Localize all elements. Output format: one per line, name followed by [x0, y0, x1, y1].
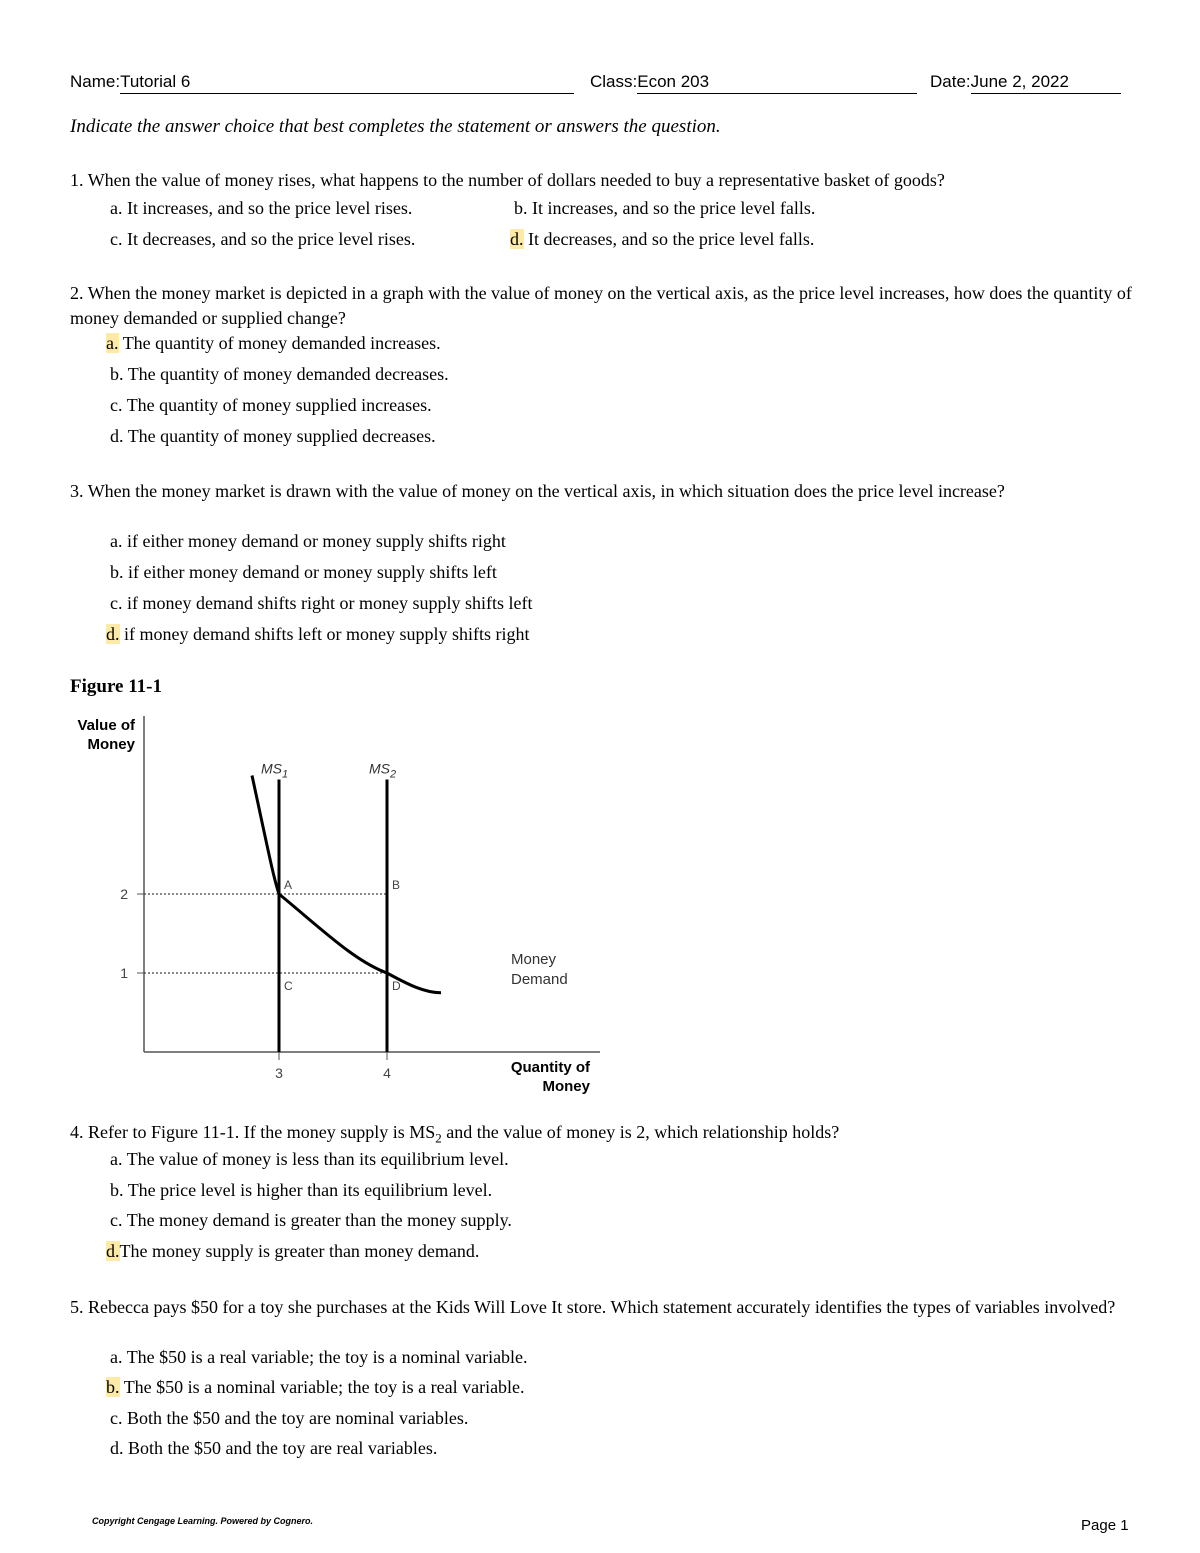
option-letter: c.	[110, 1408, 123, 1428]
y-tick-label: 1	[120, 965, 128, 981]
name-value: Tutorial 6	[120, 72, 574, 94]
question-text: When the money market is drawn with the value of money on the vertical axis, in which situation does the price level increase?	[87, 481, 1005, 501]
option-letter: a.	[110, 198, 123, 218]
option-text: The price level is higher than its equilibrium level.	[127, 1180, 493, 1200]
question-number: 2.	[70, 283, 84, 303]
option-text: It decreases, and so the price level falls.	[528, 229, 815, 249]
option-letter: a.	[110, 1149, 123, 1169]
option-2c	[110, 395, 432, 416]
name-field	[70, 72, 574, 94]
option-5c	[110, 1408, 468, 1429]
question-text-before: Refer to Figure 11-1. If the money supply is MS	[88, 1122, 436, 1142]
option-letter: a.	[110, 531, 123, 551]
option-letter: a.	[110, 1347, 123, 1367]
question-number: 3.	[70, 481, 84, 501]
money-supply-label-1: $MS_1$	[261, 760, 289, 781]
option-text: if money demand shifts left or money supply shifts right	[124, 624, 530, 644]
option-text: The quantity of money demanded increases.	[122, 333, 441, 353]
point-label-c: C	[284, 979, 293, 993]
option-4c	[110, 1210, 512, 1231]
option-letter: b.	[106, 1377, 120, 1397]
option-3d	[106, 624, 529, 645]
option-letter: a.	[106, 333, 119, 353]
x-axis-label-line2: Money	[542, 1078, 590, 1095]
option-text: The quantity of money supplied decreases.	[127, 426, 436, 446]
question-text-sub: 2	[435, 1130, 442, 1146]
option-letter: c.	[110, 593, 123, 613]
option-text: The value of money is less than its equilibrium level.	[126, 1149, 509, 1169]
class-value: Econ 203	[637, 72, 917, 94]
money-demand-label-line1: Money	[511, 951, 557, 968]
option-letter: b.	[110, 364, 124, 384]
option-letter: b.	[514, 198, 528, 218]
option-letter: d.	[106, 624, 120, 644]
x-axis-label-line1: Quantity of	[510, 1059, 590, 1076]
option-text: It increases, and so the price level rises.	[127, 198, 413, 218]
option-text: Both the $50 and the toy are nominal variables.	[127, 1408, 469, 1428]
point-label-b: B	[392, 878, 401, 892]
date-label: Date:	[930, 72, 971, 91]
x-tick-label: 3	[275, 1065, 283, 1081]
page-number: Page 1	[1081, 1517, 1129, 1534]
y-axis-label-line1: Value of	[77, 717, 135, 734]
instructions: Indicate the answer choice that best completes the statement or answers the question.	[70, 116, 721, 137]
option-text: The quantity of money demanded decreases.	[127, 364, 449, 384]
option-5b	[106, 1377, 525, 1398]
option-text: The $50 is a nominal variable; the toy is a real variable.	[123, 1377, 525, 1397]
name-label: Name:	[70, 72, 121, 91]
y-axis-label-line2: Money	[87, 736, 135, 753]
question-text: When the money market is depicted in a graph with the value of money on the vertical axis, as the price level increases, how does the quantity of money demanded or supplied change?	[70, 283, 1132, 328]
option-text: if money demand shifts right or money supply shifts left	[127, 593, 533, 613]
option-1c	[110, 229, 415, 250]
option-letter: d.	[106, 1241, 120, 1261]
option-letter: b.	[110, 562, 124, 582]
point-label-a: A	[284, 878, 293, 892]
option-5d	[110, 1438, 437, 1459]
option-letter: d.	[110, 1438, 124, 1458]
option-letter: c.	[110, 229, 123, 249]
option-letter: c.	[110, 1210, 123, 1230]
y-tick-label: 2	[120, 886, 128, 902]
option-3a	[110, 531, 506, 552]
question-5	[70, 1295, 1135, 1320]
date-value: June 2, 2022	[971, 72, 1121, 94]
question-1	[70, 168, 1135, 193]
point-label-d: D	[392, 979, 401, 993]
question-4	[70, 1120, 1135, 1151]
option-2b	[110, 364, 449, 385]
copyright: Copyright Cengage Learning. Powered by Cognero.	[92, 1516, 314, 1526]
option-5a	[110, 1347, 528, 1368]
question-number: 1.	[70, 170, 84, 190]
question-text-after: and the value of money is 2, which relationship holds?	[441, 1122, 840, 1142]
question-text: When the value of money rises, what happens to the number of dollars needed to buy a representative basket of goods?	[87, 170, 945, 190]
option-letter: d.	[510, 229, 524, 249]
class-field	[590, 72, 917, 94]
money-supply-label-2: $MS_2$	[369, 760, 397, 781]
question-text: Rebecca pays $50 for a toy she purchases at the Kids Will Love It store. Which statement accurately identifies the types of variables involved?	[88, 1297, 1116, 1317]
option-text: The money supply is greater than money demand.	[119, 1241, 480, 1261]
option-text: Both the $50 and the toy are real variables.	[128, 1438, 438, 1458]
question-2	[70, 281, 1135, 331]
date-field	[930, 72, 1121, 94]
option-text: if either money demand or money supply shifts left	[128, 562, 497, 582]
option-4b	[110, 1180, 492, 1201]
option-text: The $50 is a real variable; the toy is a nominal variable.	[126, 1347, 528, 1367]
option-text: if either money demand or money supply shifts right	[127, 531, 506, 551]
option-letter: c.	[110, 395, 123, 415]
option-1d	[510, 229, 814, 250]
option-4a	[110, 1149, 509, 1170]
option-letter: b.	[110, 1180, 124, 1200]
option-2d	[110, 426, 436, 447]
class-label: Class:	[590, 72, 638, 91]
option-2a	[106, 333, 441, 354]
question-3	[70, 479, 1135, 504]
option-3b	[110, 562, 497, 583]
question-number: 4.	[70, 1122, 84, 1142]
option-text: The money demand is greater than the money supply.	[126, 1210, 512, 1230]
option-4d	[106, 1241, 479, 1262]
option-letter: d.	[110, 426, 124, 446]
figure-title: Figure 11-1	[70, 676, 163, 697]
option-3c	[110, 593, 532, 614]
money-demand-label-line2: Demand	[511, 971, 568, 988]
question-number: 5.	[70, 1297, 84, 1317]
option-1b	[514, 198, 815, 219]
x-tick-label: 4	[383, 1065, 391, 1081]
option-text: It increases, and so the price level falls.	[532, 198, 816, 218]
option-1a	[110, 198, 412, 219]
money-market-chart	[0, 700, 640, 1100]
option-text: The quantity of money supplied increases.	[126, 395, 432, 415]
option-text: It decreases, and so the price level rises.	[127, 229, 416, 249]
